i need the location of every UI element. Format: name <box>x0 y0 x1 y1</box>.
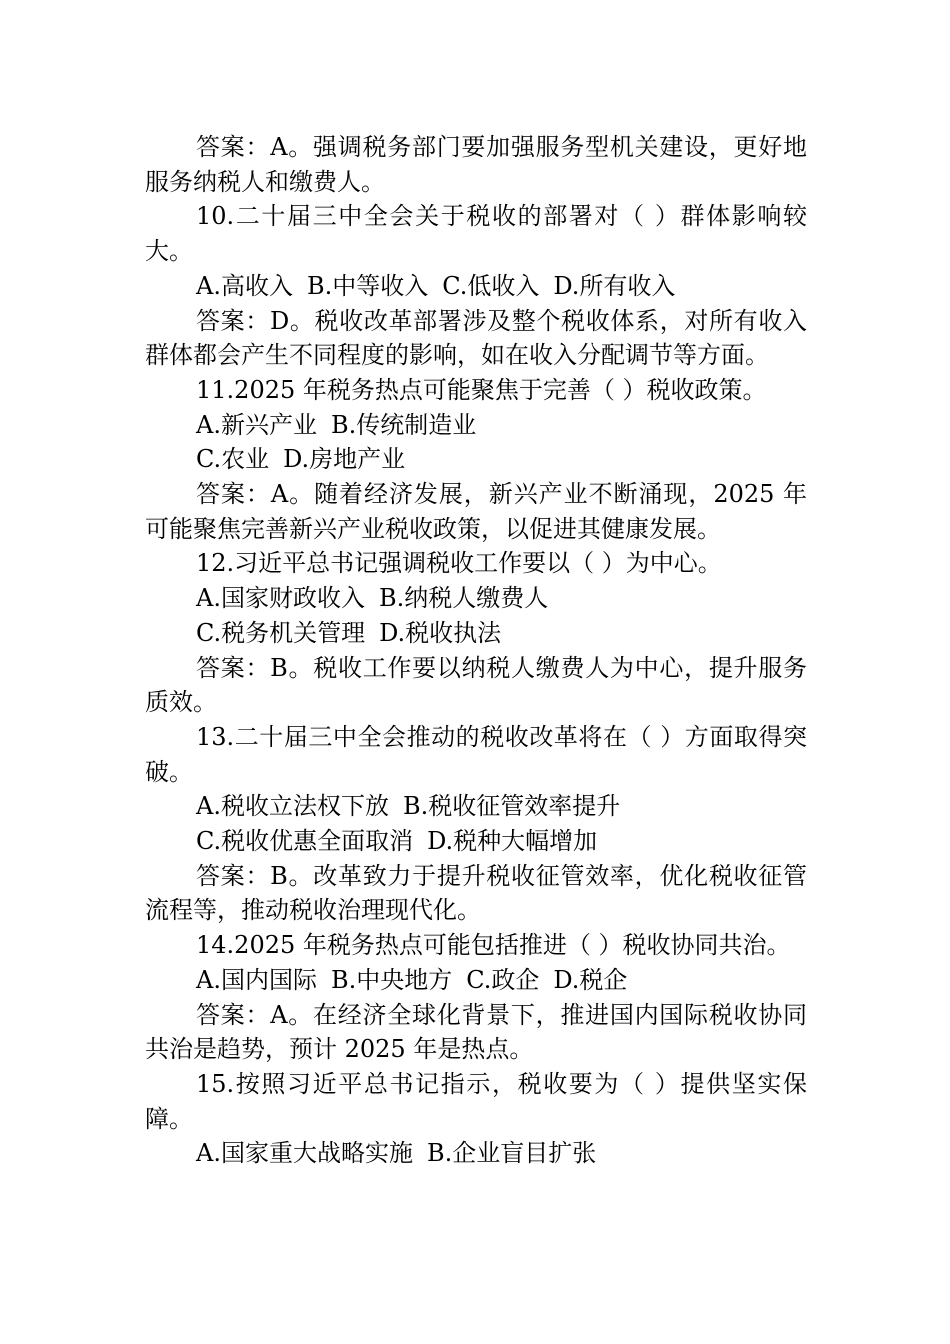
option-b: B.中等收入 <box>306 271 429 300</box>
options-10 <box>145 269 807 304</box>
option-c: C.政企 <box>466 965 540 994</box>
options-11-cd <box>145 442 807 477</box>
option-d: D.税收执法 <box>379 618 502 647</box>
option-a: A.高收入 <box>196 271 293 300</box>
option-a: A.国内国际 <box>196 965 317 994</box>
answer-10: 答案：D。税收改革部署涉及整个税收体系，对所有收入群体都会产生不同程度的影响，如在收入分配调节等方面。 <box>145 306 807 370</box>
answer-11: 答案：A。随着经济发展，新兴产业不断涌现，2025 年可能聚焦完善新兴产业税收政策，以促进其健康发展。 <box>145 480 807 543</box>
question-12: 12.习近平总书记强调税收工作要以（ ）为中心。 <box>196 549 722 578</box>
question-14: 14.2025 年税务热点可能包括推进（ ）税收协同共治。 <box>196 931 791 960</box>
options-13-cd <box>145 824 807 859</box>
option-b: B.中央地方 <box>330 965 453 994</box>
option-d: D.税企 <box>553 965 628 994</box>
option-a: A.新兴产业 <box>196 410 317 439</box>
option-d: D.税种大幅增加 <box>427 827 598 856</box>
option-c: C.税收优惠全面取消 <box>196 827 414 856</box>
option-a: A.国家财政收入 <box>196 584 365 613</box>
answer-9: 答案：A。强调税务部门要加强服务型机关建设，更好地服务纳税人和缴费人。 <box>145 133 807 196</box>
answer-13: 答案：B。改革致力于提升税收征管效率，优化税收征管流程等，推动税收治理现代化。 <box>145 861 807 925</box>
option-d: D.所有收入 <box>553 271 676 300</box>
option-b: B.税收征管效率提升 <box>402 792 621 821</box>
options-14 <box>145 963 807 998</box>
options-12-ab <box>145 581 807 616</box>
option-b: B.企业盲目扩张 <box>426 1139 597 1168</box>
option-d: D.房地产业 <box>283 445 406 474</box>
option-a: A.税收立法权下放 <box>196 792 389 821</box>
option-c: C.农业 <box>196 445 270 474</box>
answer-14: 答案：A。在经济全球化背景下，推进国内国际税收协同共治是趋势，预计 2025 年是热点。 <box>145 1000 807 1064</box>
options-11-ab <box>145 408 807 443</box>
question-15: 15.按照习近平总书记指示，税收要为（ ）提供坚实保障。 <box>145 1069 807 1133</box>
document-page <box>145 130 807 1171</box>
question-10: 10.二十届三中全会关于税收的部署对（ ）群体影响较大。 <box>145 202 807 266</box>
option-b: B.传统制造业 <box>330 410 477 439</box>
option-c: C.税务机关管理 <box>196 618 366 647</box>
option-a: A.国家重大战略实施 <box>196 1139 413 1168</box>
option-b: B.纳税人缴费人 <box>378 584 549 613</box>
answer-12: 答案：B。税收工作要以纳税人缴费人为中心，提升服务质效。 <box>145 653 807 717</box>
option-c: C.低收入 <box>442 271 540 300</box>
options-15-ab <box>145 1136 807 1171</box>
options-12-cd <box>145 616 807 651</box>
question-13: 13.二十届三中全会推动的税收改革将在（ ）方面取得突破。 <box>145 722 807 786</box>
question-11: 11.2025 年税务热点可能聚焦于完善（ ）税收政策。 <box>196 375 767 404</box>
options-13-ab <box>145 789 807 824</box>
